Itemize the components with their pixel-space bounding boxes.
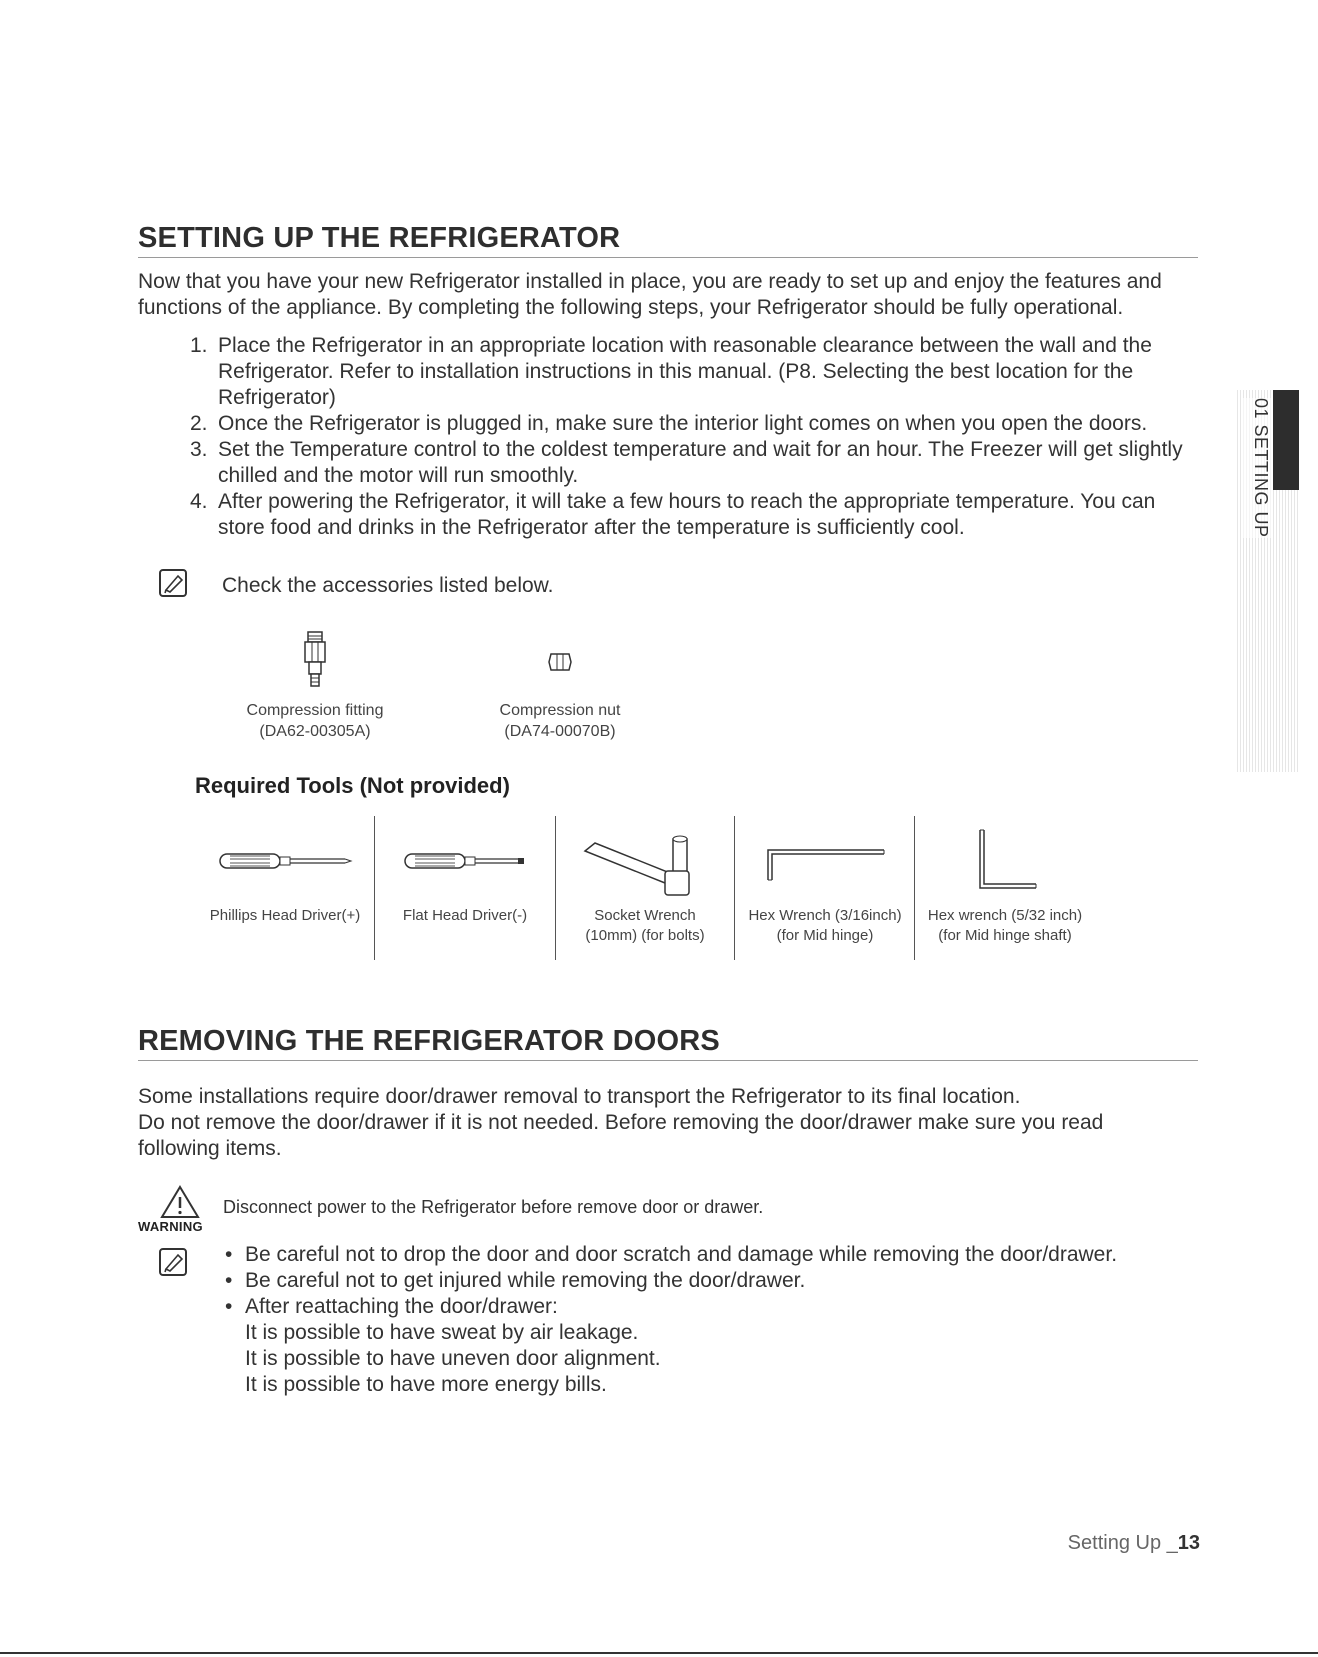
tool-phillips-driver: Phillips Head Driver(+): [195, 816, 375, 960]
compression-fitting-icon: [300, 630, 330, 690]
list-item: • Be careful not to get injured while removing the door/drawer.: [225, 1269, 806, 1292]
reattach-effects: It is possible to have sweat by air leakage. It is possible to have uneven door alignment. It is possible to have more energy bills.: [245, 1321, 661, 1396]
section-title-removing-doors: REMOVING THE REFRIGERATOR DOORS: [138, 1025, 1198, 1061]
flat-screwdriver-icon: [400, 846, 530, 876]
step-item: 3. Set the Temperature control to the coldest temperature and wait for an hour. The Freezer will get slightly chilled and the motor will run smoothly.: [190, 438, 1183, 487]
removal-para-line-2: Do not remove the door/drawer if it is not needed. Before removing the door/drawer make sure you read: [138, 1111, 1104, 1134]
tool-hex-wrench-3-16: Hex Wrench (3/16inch) (for Mid hinge): [735, 816, 915, 960]
accessories-note: Check the accessories listed below.: [222, 574, 554, 597]
tool-hex-wrench-5-32: Hex wrench (5/32 inch) (for Mid hinge shaft): [915, 816, 1095, 960]
intro-line-2: functions of the appliance. By completing the following steps, your Refrigerator should be fully operational.: [138, 296, 1124, 319]
list-item: • Be careful not to drop the door and door scratch and damage while removing the door/drawer.: [225, 1243, 1118, 1266]
warning-label: WARNING: [138, 1219, 203, 1234]
phillips-screwdriver-icon: [215, 846, 355, 876]
accessory-compression-nut: Compression nut (DA74-00070B): [470, 650, 650, 742]
caution-bullet-list: [225, 1242, 1117, 1320]
chapter-side-tab: [1237, 390, 1299, 772]
warning-triangle-icon: [160, 1185, 200, 1219]
warning-text: Disconnect power to the Refrigerator before remove door or drawer.: [223, 1197, 764, 1217]
setup-steps-list: [190, 333, 1210, 541]
note-icon: [158, 568, 188, 598]
hex-wrench-icon: [960, 826, 1050, 896]
page-number: 13: [1177, 1532, 1200, 1554]
page-footer: Setting Up _13: [1067, 1532, 1200, 1554]
bottom-rule: [0, 1652, 1318, 1654]
side-tab-marker: [1273, 390, 1299, 490]
intro-line-1: Now that you have your new Refrigerator installed in place, you are ready to set up and enjoy the features and: [138, 270, 1162, 293]
compression-nut-icon: [547, 650, 573, 674]
list-item: • After reattaching the door/drawer:: [225, 1295, 558, 1318]
tool-flat-driver: Flat Head Driver(-): [375, 816, 555, 960]
step-item: 1. Place the Refrigerator in an appropriate location with reasonable clearance between the wall and the Refrigerator. Refer to installation instructions in this manual. (P8. Selecting the best location for the Refrigerator): [190, 334, 1152, 409]
step-item: 4. After powering the Refrigerator, it will take a few hours to reach the appropriate temperature. You can store food and drinks in the Refrigerator after the temperature is sufficiently cool.: [190, 490, 1156, 539]
required-tools-heading: Required Tools (Not provided): [195, 773, 510, 798]
side-tab-label: 01 SETTING UP: [1241, 398, 1271, 538]
accessory-compression-fitting: Compression fitting (DA62-00305A): [230, 630, 400, 742]
section-title-setting-up: SETTING UP THE REFRIGERATOR: [138, 222, 1198, 258]
tool-socket-wrench: Socket Wrench (10mm) (for bolts): [556, 816, 734, 960]
note-icon: [158, 1247, 188, 1277]
removal-para-line-1: Some installations require door/drawer removal to transport the Refrigerator to its final location.: [138, 1085, 1021, 1108]
step-item: 2. Once the Refrigerator is plugged in, make sure the interior light comes on when you open the doors.: [190, 412, 1148, 435]
socket-wrench-icon: [575, 821, 715, 901]
removal-para-line-3: following items.: [138, 1137, 282, 1160]
hex-wrench-icon: [760, 836, 890, 886]
